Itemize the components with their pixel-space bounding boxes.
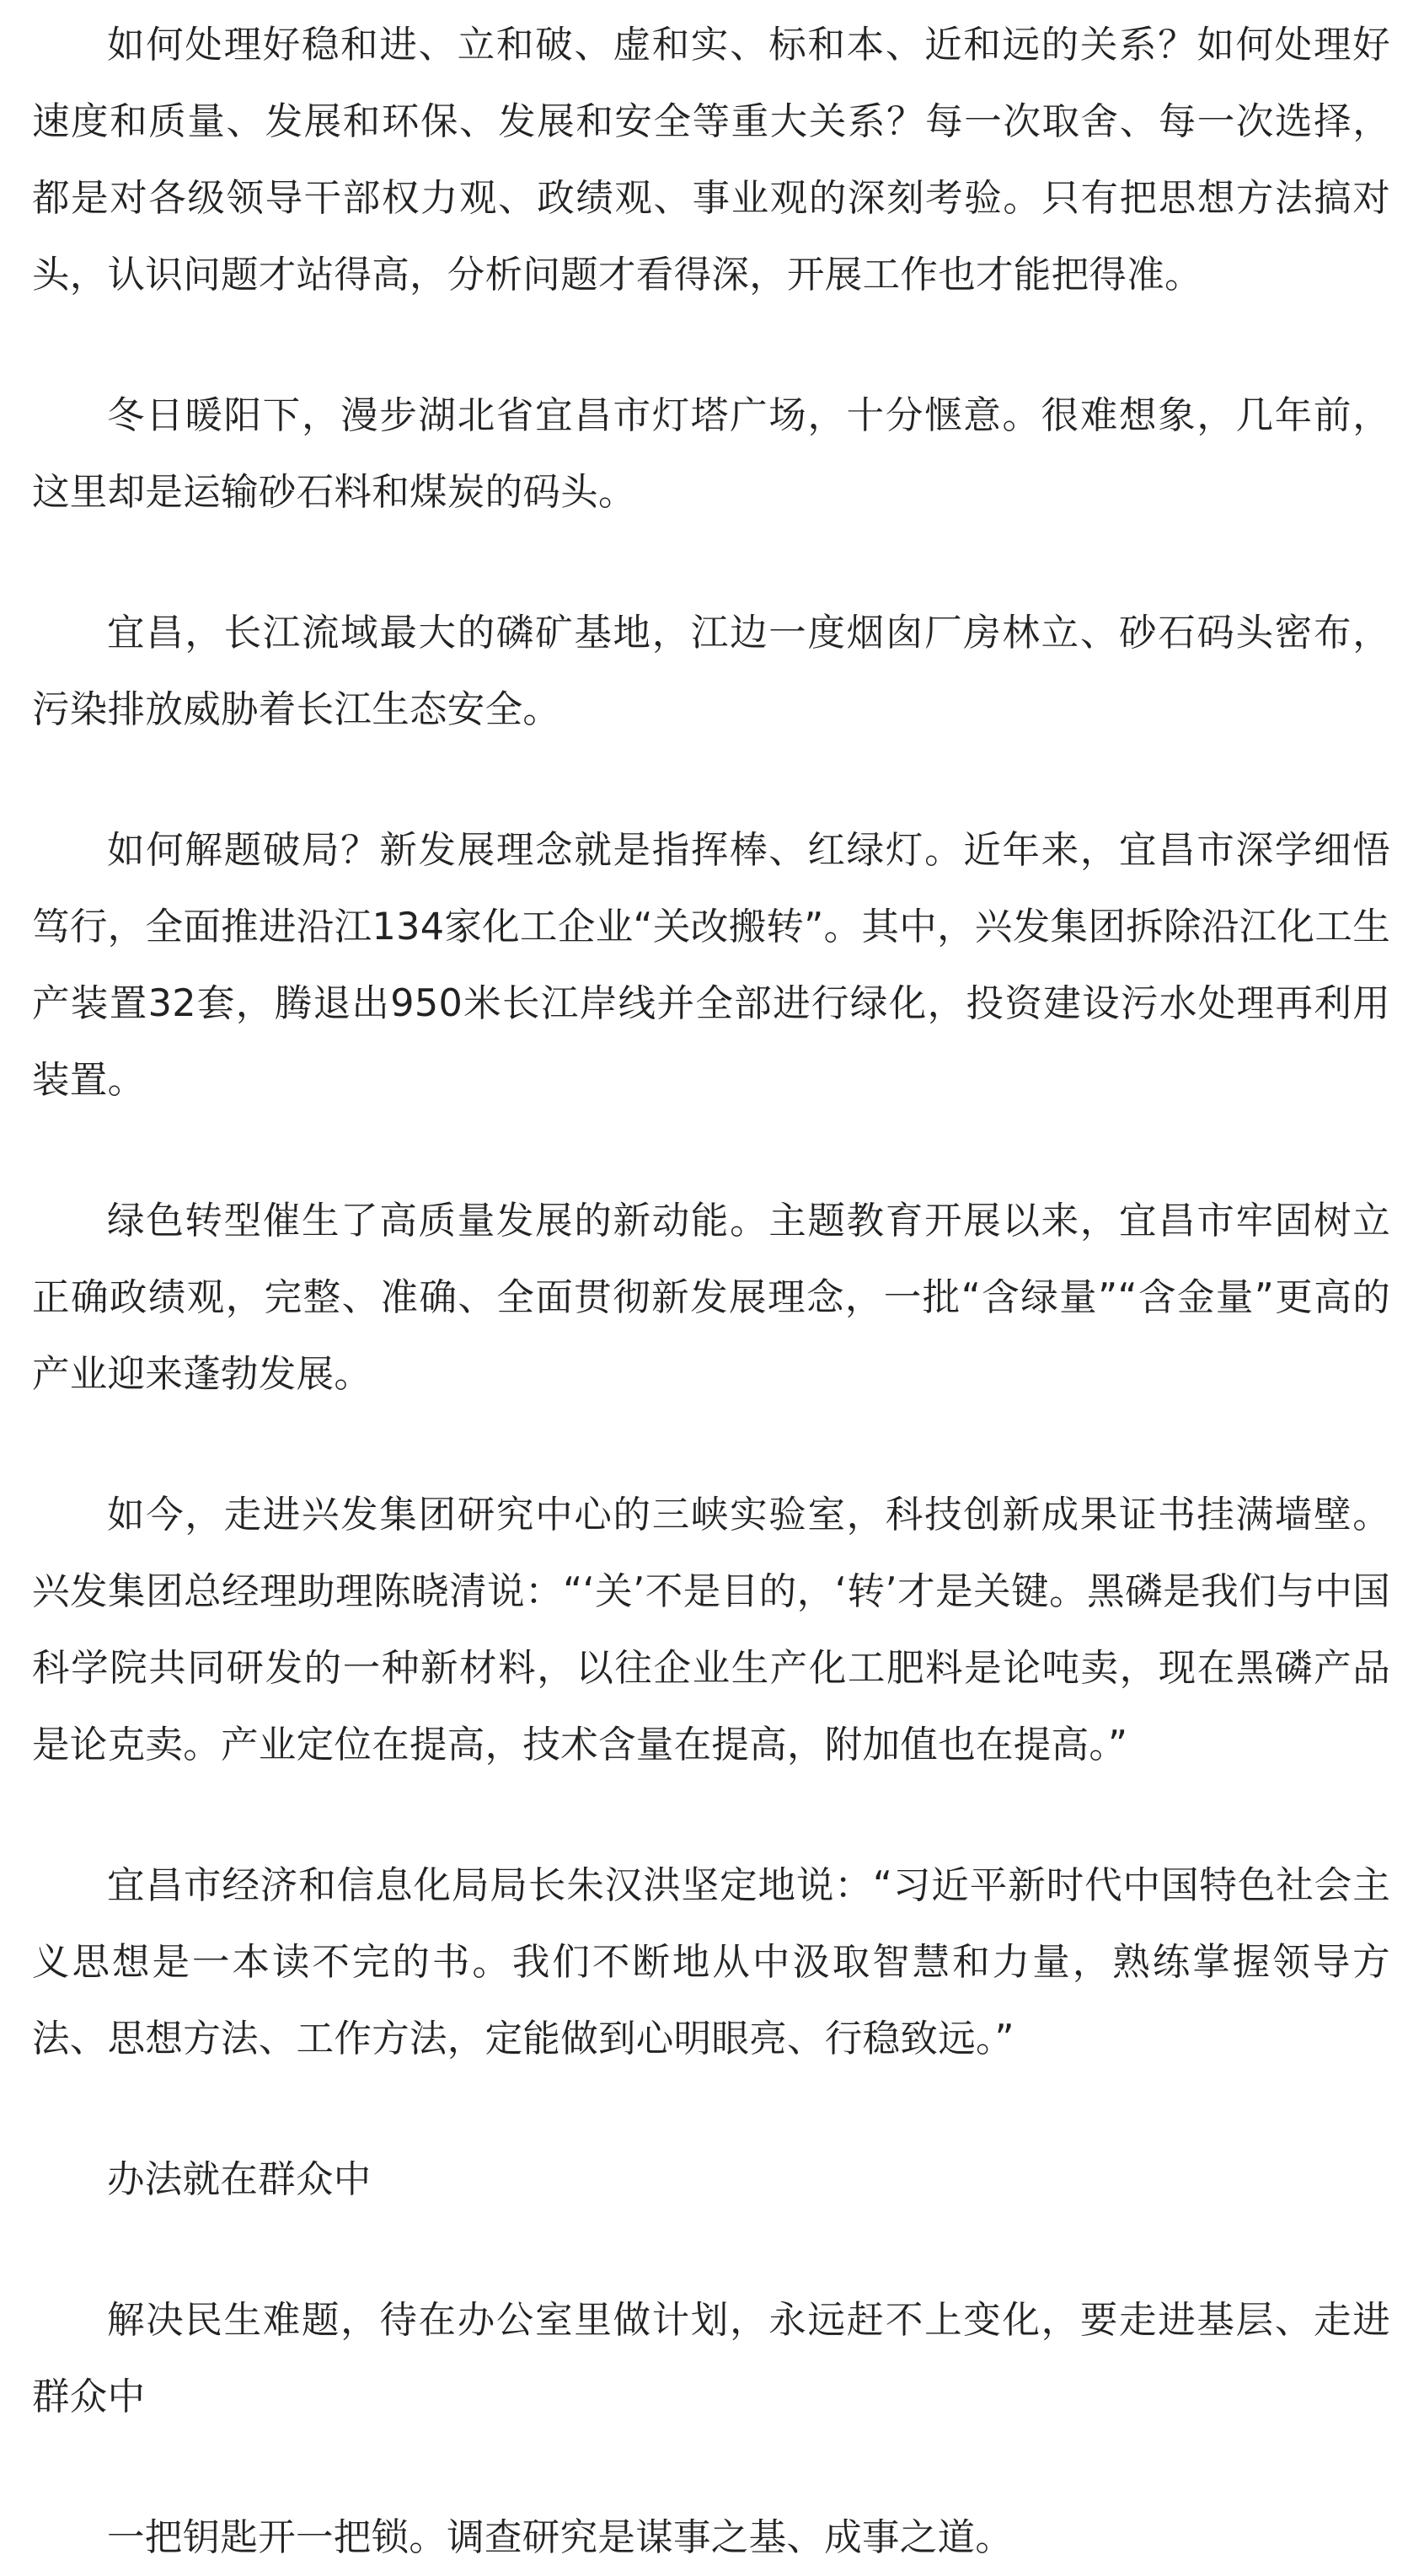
paragraph-key-and-lock: 一把钥匙开一把锁。调查研究是谋事之基、成事之道。 — [107, 2516, 1014, 2559]
paragraph-lighthouse-square: 冬日暖阳下，漫步湖北省宜昌市灯塔广场，十分惬意。很难想象，几年前，这里却是运输砂石料和煤炭的码头。 — [32, 394, 1390, 514]
paragraph-chemical-relocation: 如何解题破局？新发展理念就是指挥棒、红绿灯。近年来，宜昌市深学细悟笃行，全面推进沿江134家化工企业“关改搬转”。其中，兴发集团拆除沿江化工生产装置32套，腾退出950米长江岸线并全部进行绿化，投资建设污水处理再利用装置。 — [32, 829, 1390, 1102]
paragraph-phosphate-base: 宜昌，长江流域最大的磷矿基地，江边一度烟囱厂房林立、砂石码头密布，污染排放威胁着长江生态安全。 — [32, 612, 1390, 731]
section-subheading: 办法就在群众中 — [107, 2158, 372, 2201]
paragraph-economy-bureau-quote: 宜昌市经济和信息化局局长朱汉洪坚定地说：“习近平新时代中国特色社会主义思想是一本读不完的书。我们不断地从中汲取智慧和力量，熟练掌握领导方法、思想方法、工作方法，定能做到心明眼亮、行稳致远。” — [32, 1864, 1390, 2060]
paragraph-green-transition: 绿色转型催生了高质量发展的新动能。主题教育开展以来，宜昌市牢固树立正确政绩观，完整、准确、全面贯彻新发展理念，一批“含绿量”“含金量”更高的产业迎来蓬勃发展。 — [32, 1200, 1390, 1396]
paragraph-three-gorges-lab: 如今，走进兴发集团研究中心的三峡实验室，科技创新成果证书挂满墙壁。兴发集团总经理助理陈晓清说：“‘关’不是目的，‘转’才是关键。黑磷是我们与中国科学院共同研发的一种新材料，以往企业生产化工肥料是论吨卖，现在黑磷产品是论克卖。产业定位在提高，技术含量在提高，附加值也在提高。” — [32, 1494, 1390, 1766]
paragraph-balance-relations: 如何处理好稳和进、立和破、虚和实、标和本、近和远的关系？如何处理好速度和质量、发展和环保、发展和安全等重大关系？每一次取舍、每一次选择，都是对各级领导干部权力观、政绩观、事业观的深刻考验。只有把思想方法搞对头，认识问题才站得高，分析问题才看得深，开展工作也才能把得准。 — [32, 24, 1390, 297]
paragraph-livelihood-problems: 解决民生难题，待在办公室里做计划，永远赶不上变化，要走进基层、走进群众中 — [32, 2299, 1390, 2418]
